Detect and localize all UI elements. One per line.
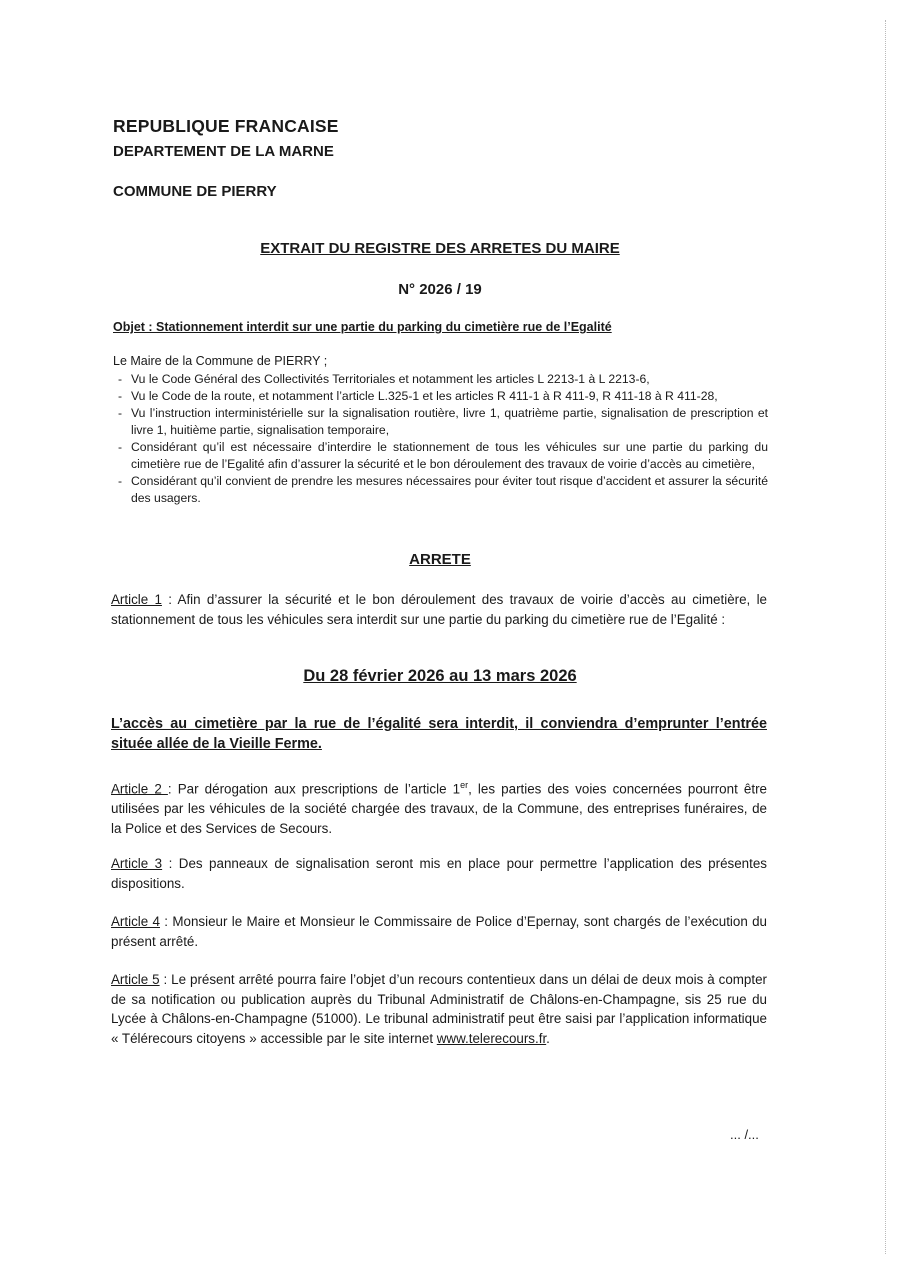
arrete-number: N° 2026 / 19: [398, 281, 482, 298]
article-2-superscript: er: [460, 780, 469, 790]
article-5: [111, 970, 767, 1048]
arrete-heading: [0, 551, 880, 568]
access-notice: L’accès au cimetière par la rue de l’égalité sera interdit, il conviendra d’emprunter l’entrée située allée de la Vieille Ferme.: [111, 716, 767, 752]
telerecours-link[interactable]: www.telerecours.fr: [436, 1030, 547, 1046]
date-range-text: Du 28 février 2026 au 13 mars 2026: [303, 667, 577, 685]
article-3-label: Article 3: [111, 856, 163, 871]
objet-text: Objet : Stationnement interdit sur une partie du parking du cimetière rue de l’Egalité: [113, 320, 612, 334]
continuation-mark: ... /...: [730, 1127, 759, 1142]
preamble-list: [118, 371, 768, 507]
register-title-text: EXTRAIT DU REGISTRE DES ARRETES DU MAIRE: [260, 240, 620, 257]
article-1: [111, 590, 767, 629]
article-5-label: Article 5: [111, 972, 160, 987]
article-2: [111, 776, 767, 838]
departement-heading: DEPARTEMENT DE LA MARNE: [113, 143, 334, 160]
republique-heading: REPUBLIQUE FRANCAISE: [113, 116, 339, 136]
preamble-intro: Le Maire de la Commune de PIERRY ;: [113, 354, 328, 368]
article-1-text: : Afin d’assurer la sécurité et le bon déroulement des travaux de voirie d’accès au cimetière, le stationnement de tous les véhicules sera interdit sur une partie du parking du cimetière rue de l’Egalité :: [111, 592, 767, 627]
article-5-end: .: [546, 1030, 550, 1046]
date-range: [0, 667, 880, 686]
scan-edge-dots: [885, 20, 886, 1254]
article-2-text-after: , les parties des voies concernées pourront être utilisées par les véhicules de la société chargée des travaux, de la Commune, des entreprises funéraires, de la Police et des Services de Secours.: [111, 781, 767, 836]
article-4-text: : Monsieur le Maire et Monsieur le Commissaire de Police d’Epernay, sont chargés de l’exécution du présent arrêté.: [111, 914, 768, 949]
preamble-item: - Considérant qu’il est nécessaire d’interdire le stationnement de tous les véhicules sur une partie du parking du cimetière rue de l’Egalité afin d’assurer la sécurité et le bon déroulement des travaux de voirie d’accès au cimetière,: [118, 439, 768, 473]
article-2-text-before: : Par dérogation aux prescriptions de l’article 1: [167, 781, 461, 797]
article-3-text: : Des panneaux de signalisation seront mis en place pour permettre l’application des présentes dispositions.: [111, 856, 767, 891]
article-1-label: Article 1: [111, 592, 162, 607]
article-3: [111, 854, 767, 893]
preamble-item: - Vu le Code Général des Collectivités Territoriales et notamment les articles L 2213-1 à L 2213-6,: [118, 371, 768, 388]
preamble-item: - Vu le Code de la route, et notamment l’article L.325-1 et les articles R 411-1 à R 411-9, R 411-18 à R 411-28,: [118, 388, 768, 405]
article-5-text: : Le présent arrêté pourra faire l’objet d’un recours contentieux dans un délai de deux mois à compter de sa notification ou publication auprès du Tribunal Administratif de Châlons-en-Champagne, sis 25 rue du Lycée à Châlons-en-Champagne (51000). Le tribunal administratif peut être saisi par l’application informatique « Télérecours citoyens » accessible par le site internet: [111, 972, 768, 1046]
article-4: [111, 912, 767, 951]
arrete-heading-text: ARRETE: [409, 551, 471, 568]
preamble-item: - Considérant qu’il convient de prendre les mesures nécessaires pour éviter tout risque d’accident et assurer la sécurité des usagers.: [118, 473, 768, 507]
commune-heading: COMMUNE DE PIERRY: [113, 183, 277, 200]
article-2-label: Article 2: [111, 781, 168, 797]
preamble-item: - Vu l’instruction interministérielle sur la signalisation routière, livre 1, quatrième partie, signalisation de prescription et livre 1, huitième partie, signalisation temporaire,: [118, 405, 768, 439]
objet-line: [113, 320, 612, 334]
article-4-label: Article 4: [111, 914, 160, 929]
register-title: [0, 240, 880, 257]
